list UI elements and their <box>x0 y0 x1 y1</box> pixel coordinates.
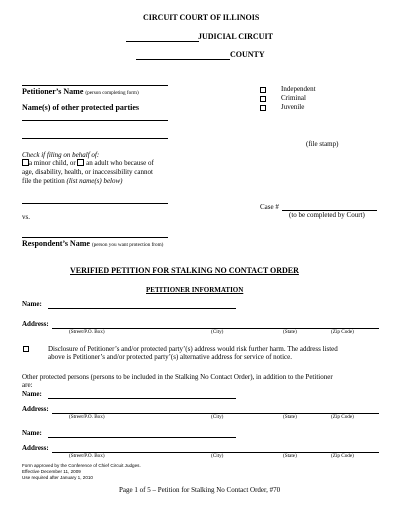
on-behalf-line-2: age, disability, health, or inaccessibility cannot <box>22 168 153 176</box>
county-label: COUNTY <box>230 50 265 59</box>
judicial-circuit-blank[interactable] <box>126 41 199 42</box>
other-address-label-1: Address: <box>22 405 49 413</box>
footer-approved-2: Effective December 11, 2009 <box>22 469 81 474</box>
disclosure-line-1: Disclosure of Petitioner’s and/or protected party’(s) address would risk further harm. The address listed <box>48 345 338 353</box>
state-hint-1: (State) <box>283 329 297 335</box>
other-name-label-1: Name: <box>22 390 42 398</box>
on-behalf-line-3 <box>22 177 123 186</box>
other-name-input-1[interactable] <box>48 398 236 399</box>
criminal-checkbox[interactable] <box>260 96 266 102</box>
city-hint-3: (City) <box>211 453 224 459</box>
petition-title: VERIFIED PETITION FOR STALKING NO CONTACT ORDER <box>70 266 299 275</box>
protected-parties-label: Name(s) of other protected parties <box>22 103 140 112</box>
other-protected-line-2: are: <box>22 381 33 389</box>
petitioner-name-line[interactable] <box>22 85 168 86</box>
respondent-name-line[interactable] <box>22 237 168 238</box>
vs-label: vs. <box>22 213 30 221</box>
street-hint-3: (Street/P.O. Box) <box>69 453 105 459</box>
case-number-label: Case # <box>260 203 279 211</box>
case-number-hint: (to be completed by Court) <box>289 211 365 219</box>
independent-checkbox[interactable] <box>260 87 266 93</box>
petitioner-address-label: Address: <box>22 320 49 328</box>
footer-approved-3: Use required after January 1, 2010 <box>22 475 93 480</box>
other-name-input-2[interactable] <box>48 437 236 438</box>
court-heading: CIRCUIT COURT OF ILLINOIS <box>143 13 260 22</box>
city-hint-1: (City) <box>211 329 224 335</box>
respondent-caption <box>22 239 163 249</box>
criminal-label: Criminal <box>281 94 306 102</box>
on-behalf-line-1 <box>22 159 154 168</box>
other-protected-line-1: Other protected persons (persons to be included in the Stalking No Contact Order), in addition to the Petitioner <box>22 373 333 381</box>
independent-label: Independent <box>281 85 316 93</box>
street-hint-2: (Street/P.O. Box) <box>69 414 105 420</box>
state-hint-3: (State) <box>283 453 297 459</box>
juvenile-checkbox[interactable] <box>260 105 266 111</box>
on-behalf-names-line[interactable] <box>22 203 168 204</box>
city-hint-2: (City) <box>211 414 224 420</box>
zip-hint-1: (Zip Code) <box>331 329 354 335</box>
protected-parties-line-1[interactable] <box>22 120 168 121</box>
footer-page-number: Page 1 of 5 – Petition for Stalking No Contact Order, #70 <box>119 486 281 494</box>
adult-checkbox[interactable] <box>77 159 84 166</box>
zip-hint-2: (Zip Code) <box>331 414 354 420</box>
disclosure-line-2: above is Petitioner’s and/or protected party’(s) alternative address for service of notice. <box>48 353 293 361</box>
petitioner-name-hint: (person completing form) <box>85 90 139 96</box>
footer-approved-1: Form approved by the Conference of Chief Circuit Judges. <box>22 463 141 468</box>
zip-hint-3: (Zip Code) <box>331 453 354 459</box>
state-hint-2: (State) <box>283 414 297 420</box>
other-name-label-2: Name: <box>22 429 42 437</box>
disclosure-checkbox[interactable] <box>23 346 29 352</box>
on-behalf-line-3a: file the petition <box>22 177 65 185</box>
petitioner-name-input[interactable] <box>48 308 236 309</box>
respondent-label: Respondent’s Name <box>22 239 90 248</box>
check-if-label: Check if filing on behalf of: <box>22 151 100 159</box>
judicial-circuit-label: JUDICIAL CIRCUIT <box>198 32 273 41</box>
on-behalf-line-3b: (list name(s) below) <box>66 177 123 185</box>
street-hint-1: (Street/P.O. Box) <box>69 329 105 335</box>
protected-parties-line-2[interactable] <box>22 138 168 139</box>
section-title: PETITIONER INFORMATION <box>146 286 244 294</box>
petitioner-name-field-label: Name: <box>22 300 42 308</box>
minor-child-checkbox[interactable] <box>22 159 29 166</box>
respondent-hint: (person you want protection from) <box>91 242 164 248</box>
minor-child-label: a minor child, or <box>29 159 76 167</box>
file-stamp-label: (file stamp) <box>306 140 339 148</box>
juvenile-label: Juvenile <box>281 103 305 111</box>
county-blank[interactable] <box>136 59 230 60</box>
petitioner-name-caption <box>22 87 139 97</box>
petitioner-name-label: Petitioner’s Name <box>22 87 84 96</box>
other-address-label-2: Address: <box>22 444 49 452</box>
adult-label: an adult who because of <box>86 159 154 167</box>
